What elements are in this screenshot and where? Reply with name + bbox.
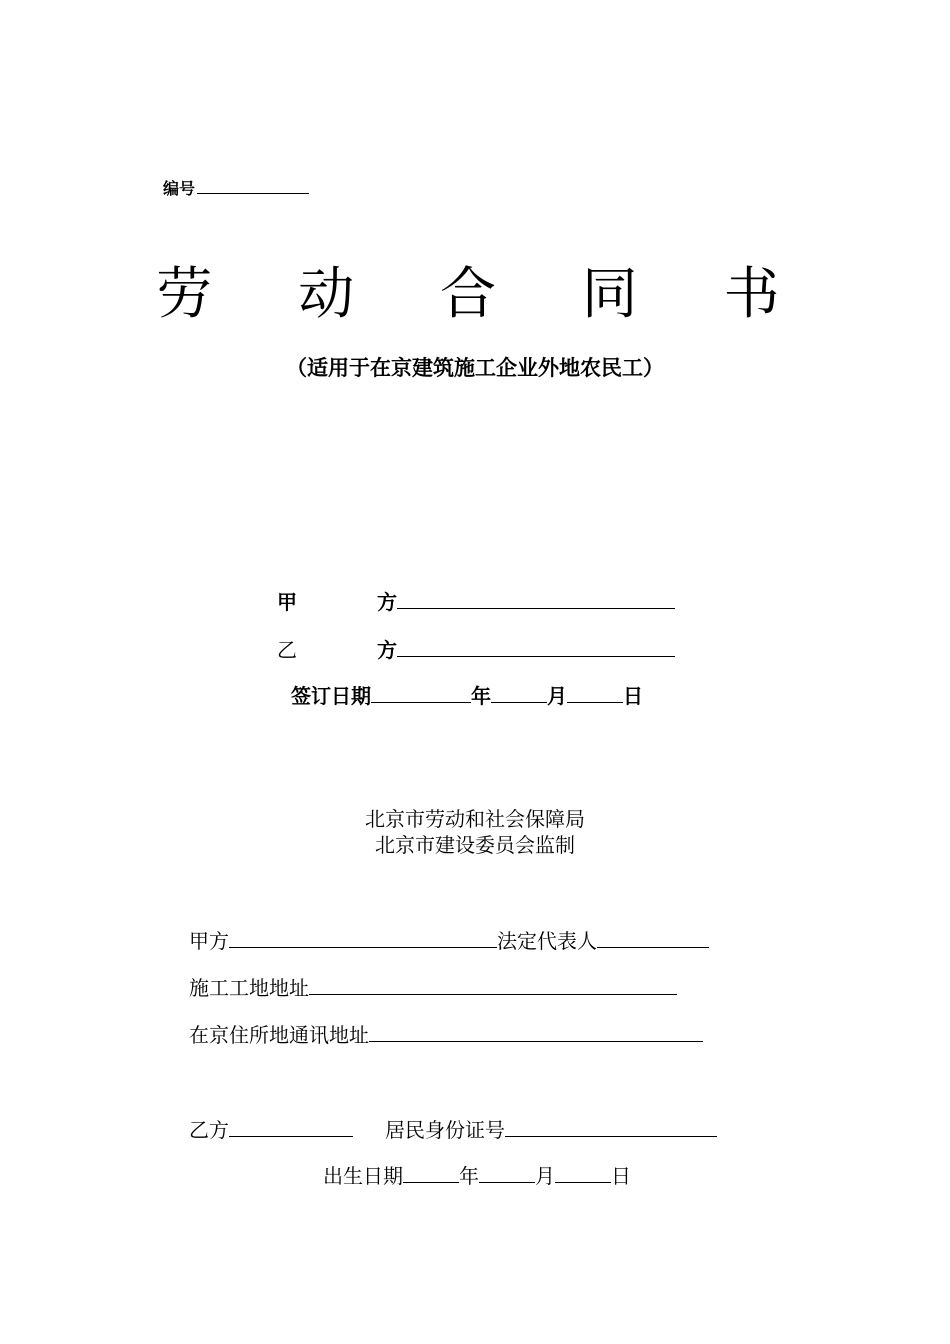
beijing-address-blank[interactable] (369, 1040, 703, 1042)
cover-party-b-label-1: 乙 (277, 638, 297, 662)
sign-month-blank[interactable] (491, 701, 547, 703)
sign-month-label: 月 (547, 684, 567, 708)
sign-year-blank[interactable] (371, 701, 471, 703)
serial-number-blank[interactable] (197, 192, 309, 194)
birth-year-blank[interactable] (403, 1181, 459, 1183)
cover-party-b-label-2: 方 (377, 638, 397, 662)
cover-party-b-field (277, 634, 675, 663)
id-number-blank[interactable] (505, 1135, 717, 1137)
site-address-row (189, 972, 677, 1001)
birth-day-label: 日 (611, 1164, 631, 1188)
party-b-blank[interactable] (229, 1135, 353, 1137)
document-subtitle: （适用于在京建筑施工企业外地农民工） (286, 356, 664, 380)
birth-date-row (323, 1160, 631, 1189)
serial-number-label: 编号 (163, 179, 196, 198)
party-b-row (189, 1114, 717, 1143)
birth-day-blank[interactable] (555, 1181, 611, 1183)
sign-date-label: 签订日期 (291, 684, 371, 708)
beijing-address-label: 在京住所地通讯地址 (189, 1023, 369, 1047)
sign-year-label: 年 (471, 684, 491, 708)
cover-party-b-blank[interactable] (397, 655, 675, 657)
sign-day-label: 日 (623, 684, 643, 708)
site-address-blank[interactable] (309, 993, 677, 995)
site-address-label: 施工工地地址 (189, 976, 309, 1000)
birth-date-label: 出生日期 (323, 1164, 403, 1188)
cover-party-a-label-1: 甲 (277, 590, 297, 614)
sign-date-field (291, 680, 643, 709)
sign-day-blank[interactable] (567, 701, 623, 703)
serial-number-field (163, 176, 309, 199)
cover-party-a-blank[interactable] (397, 607, 675, 609)
party-b-label: 乙方 (189, 1118, 229, 1142)
party-a-label: 甲方 (189, 929, 229, 953)
beijing-address-row (189, 1019, 703, 1048)
birth-month-blank[interactable] (479, 1181, 535, 1183)
party-a-row (189, 925, 709, 954)
issuer-line-2: 北京市建设委员会监制 (375, 833, 575, 857)
document-title: 劳 动 合 同 书 (156, 262, 814, 327)
cover-party-a-field (277, 586, 675, 615)
issuer-line-1: 北京市劳动和社会保障局 (365, 807, 585, 831)
birth-year-label: 年 (459, 1164, 479, 1188)
legal-rep-blank[interactable] (597, 946, 709, 948)
legal-rep-label: 法定代表人 (497, 929, 597, 953)
birth-month-label: 月 (535, 1164, 555, 1188)
party-a-blank[interactable] (229, 946, 497, 948)
cover-party-a-label-2: 方 (377, 590, 397, 614)
id-number-label: 居民身份证号 (385, 1118, 505, 1142)
